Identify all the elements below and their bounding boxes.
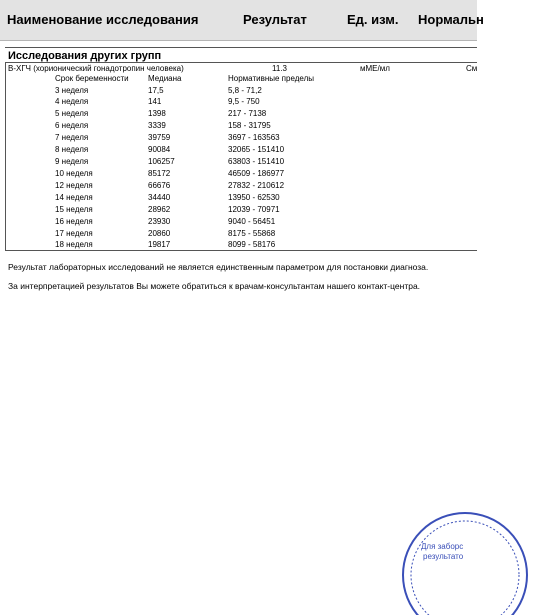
ref-week: 5 неделя (55, 109, 89, 118)
ref-week: 12 неделя (55, 181, 93, 190)
ref-median: 17,5 (148, 86, 164, 95)
ref-range: 12039 - 70971 (228, 205, 280, 214)
header-result-column: Результат (243, 12, 307, 27)
group-top-rule (5, 47, 477, 48)
ref-week: 7 неделя (55, 133, 89, 142)
ref-median: 28962 (148, 205, 171, 214)
ref-row-12 (0, 217, 477, 227)
ref-row-1 (0, 86, 477, 96)
ref-range: 5,8 - 71,2 (228, 86, 262, 95)
ref-row-6 (0, 145, 477, 155)
ref-range: 9040 - 56451 (228, 217, 276, 226)
clinic-stamp (395, 505, 535, 615)
ref-range: 32065 - 151410 (228, 145, 285, 154)
ref-col-week: Срок беременности (55, 74, 129, 83)
ref-median: 23930 (148, 217, 171, 226)
ref-row-14 (0, 240, 477, 250)
ref-row-3 (0, 109, 477, 119)
ref-row-10 (0, 193, 477, 203)
table-header (0, 0, 484, 41)
ref-week: 8 неделя (55, 145, 89, 154)
ref-range: 13950 - 62530 (228, 193, 280, 202)
stamp-text-1: Для заборс (421, 542, 464, 551)
ref-week: 4 неделя (55, 97, 89, 106)
header-unit-column: Ед. изм. (347, 12, 399, 27)
ref-row-2 (0, 97, 477, 107)
ref-row-8 (0, 169, 477, 179)
ref-range: 8175 - 55868 (228, 229, 276, 238)
ref-row-13 (0, 229, 477, 239)
test-norm-fragment: См (466, 64, 478, 73)
ref-median: 3339 (148, 121, 166, 130)
ref-week: 16 неделя (55, 217, 93, 226)
ref-range: 8099 - 58176 (228, 240, 276, 249)
test-result: 11.3 (272, 64, 287, 73)
ref-col-range: Нормативные пределы (228, 74, 314, 83)
ref-range: 217 - 7138 (228, 109, 267, 118)
ref-median: 39759 (148, 133, 171, 142)
ref-median: 20860 (148, 229, 171, 238)
ref-median: 66676 (148, 181, 171, 190)
ref-row-4 (0, 121, 477, 131)
ref-median: 106257 (148, 157, 175, 166)
ref-week: 14 неделя (55, 193, 93, 202)
consult-note: За интерпретацией результатов Вы можете обратиться к врачам-консультантам нашего контакт-центра. (8, 281, 421, 291)
ref-range: 46509 - 186977 (228, 169, 285, 178)
ref-week: 6 неделя (55, 121, 89, 130)
ref-median: 1398 (148, 109, 166, 118)
group-title: Исследования других групп (8, 50, 162, 62)
ref-median: 19817 (148, 240, 171, 249)
group-bottom-rule (5, 62, 477, 63)
ref-median: 85172 (148, 169, 171, 178)
ref-row-11 (0, 205, 477, 215)
test-unit: мМЕ/мл (360, 64, 390, 73)
ref-col-median: Медиана (148, 74, 182, 83)
ref-range: 63803 - 151410 (228, 157, 285, 166)
ref-range: 158 - 31795 (228, 121, 271, 130)
table-bottom-rule (5, 250, 477, 251)
header-norm-column: Нормальн (418, 12, 484, 27)
ref-median: 90084 (148, 145, 171, 154)
ref-row-9 (0, 181, 477, 191)
ref-row-7 (0, 157, 477, 167)
ref-range: 3697 - 163563 (228, 133, 280, 142)
ref-week: 17 неделя (55, 229, 93, 238)
ref-median: 34440 (148, 193, 171, 202)
ref-week: 18 неделя (55, 240, 93, 249)
ref-week: 10 неделя (55, 169, 93, 178)
ref-week: 3 неделя (55, 86, 89, 95)
test-name: В-ХГЧ (хорионический гонадотропин человека) (8, 64, 184, 73)
header-name-column: Наименование исследования (7, 12, 199, 27)
ref-week: 9 неделя (55, 157, 89, 166)
stamp-text-2: результато (423, 552, 464, 561)
diagnosis-note: Результат лабораторных исследований не является единственным параметром для постановки диагноза. (8, 262, 429, 272)
ref-range: 27832 - 210612 (228, 181, 285, 190)
ref-median: 141 (148, 97, 162, 106)
ref-range: 9,5 - 750 (228, 97, 260, 106)
ref-row-5 (0, 133, 477, 143)
ref-week: 15 неделя (55, 205, 93, 214)
